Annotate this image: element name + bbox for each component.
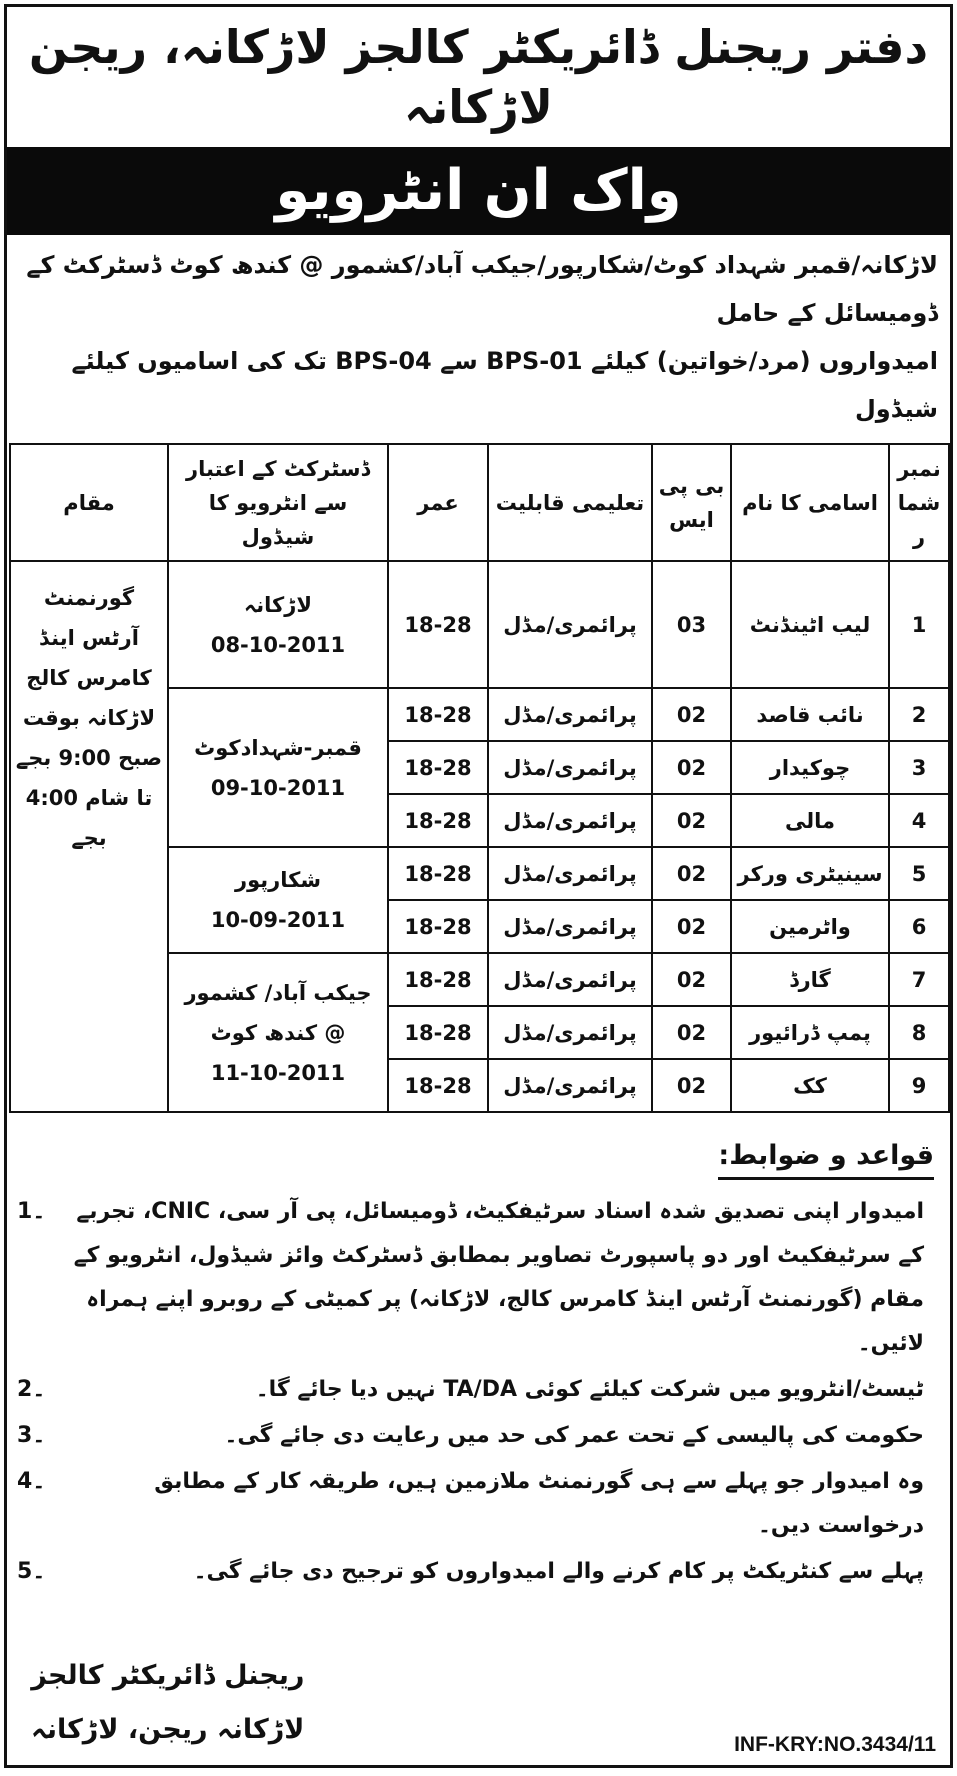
header-venue: مقام	[10, 444, 168, 561]
age-limit: 18-28	[388, 794, 488, 847]
qualification: پرائمری/مڈل	[488, 1006, 652, 1059]
intro-line-1: لاڑکانہ/قمبر شہداد کوٹ/شکارپور/جیکب آباد/کشمور @ کندھ کوٹ ڈسٹرکٹ کے ڈومیسائل کے حامل	[26, 251, 938, 327]
rules-header	[7, 1113, 950, 1186]
schedule-district: قمبر-شہدادکوٹ	[194, 735, 362, 760]
schedule-date: 08-10-2011	[210, 632, 346, 657]
row-number: 3	[889, 741, 949, 794]
row-number: 1	[889, 561, 949, 688]
schedule-date: 09-10-2011	[210, 775, 346, 800]
rule-item	[17, 1368, 934, 1412]
qualification: پرائمری/مڈل	[488, 953, 652, 1006]
signature-line-1: ریجنل ڈائریکٹر کالجز	[31, 1660, 305, 1691]
rule-text: وہ امیدوار جو پہلے سے ہی گورنمنٹ ملازمین ہیں، طریقہ کار کے مطابق درخواست دیں۔	[154, 1469, 924, 1538]
qualification: پرائمری/مڈل	[488, 794, 652, 847]
schedule-district: شکارپور	[235, 868, 321, 892]
interview-venue: گورنمنٹ آرٹس اینڈ کامرس کالج لاڑکانہ بوقت صبح 9:00 بجے تا شام 4:00 بجے	[10, 561, 168, 1112]
qualification: پرائمری/مڈل	[488, 741, 652, 794]
walk-in-interview-banner: واک ان انٹرویو	[7, 147, 950, 235]
rule-number: 5۔	[17, 1559, 46, 1584]
post-name: نائب قاصد	[731, 688, 889, 741]
age-limit: 18-28	[388, 953, 488, 1006]
interview-schedule	[168, 953, 388, 1112]
bps-grade: 02	[652, 794, 731, 847]
rule-item	[17, 1414, 934, 1458]
header-bps: بی پی ایس	[652, 444, 731, 561]
post-name: کک	[731, 1059, 889, 1112]
signature-block	[31, 1649, 304, 1757]
header-post: اسامی کا نام	[731, 444, 889, 561]
reference-number: INF-KRY:NO.3434/11	[734, 1733, 936, 1756]
table-row	[10, 561, 949, 688]
header-schedule: ڈسٹرکٹ کے اعتبار سے انٹرویو کا شیڈول	[168, 444, 388, 561]
bps-grade: 03	[652, 561, 731, 688]
interview-schedule	[168, 847, 388, 953]
bps-grade: 02	[652, 688, 731, 741]
intro-text	[7, 235, 950, 439]
rule-text: ٹیسٹ/انٹرویو میں شرکت کیلئے کوئی TA/DA نہیں دیا جائے گا۔	[255, 1377, 924, 1402]
schedule-date: 11-10-2011	[210, 1060, 346, 1085]
qualification: پرائمری/مڈل	[488, 688, 652, 741]
row-number: 8	[889, 1006, 949, 1059]
post-name: پمپ ڈرائیور	[731, 1006, 889, 1059]
age-limit: 18-28	[388, 741, 488, 794]
post-name: مالی	[731, 794, 889, 847]
age-limit: 18-28	[388, 688, 488, 741]
rule-number: 2۔	[17, 1377, 46, 1402]
positions-table	[9, 443, 950, 1113]
interview-schedule	[168, 688, 388, 847]
rules-title: قواعد و ضوابط:	[718, 1135, 934, 1180]
bps-grade: 02	[652, 900, 731, 953]
footer	[7, 1633, 950, 1765]
rule-item	[17, 1190, 934, 1366]
row-number: 7	[889, 953, 949, 1006]
bps-grade: 02	[652, 847, 731, 900]
qualification: پرائمری/مڈل	[488, 900, 652, 953]
age-limit: 18-28	[388, 1006, 488, 1059]
bps-grade: 02	[652, 953, 731, 1006]
bps-grade: 02	[652, 1059, 731, 1112]
header-number: نمبر شمار	[889, 444, 949, 561]
row-number: 4	[889, 794, 949, 847]
schedule-district: جیکب آباد/ کشمور @ کندھ کوٹ	[184, 980, 372, 1045]
table-header-row	[10, 444, 949, 561]
rule-text: پہلے سے کنٹریکٹ پر کام کرنے والے امیدواروں کو ترجیح دی جائے گی۔	[193, 1559, 924, 1584]
post-name: چوکیدار	[731, 741, 889, 794]
schedule-date: 10-09-2011	[210, 908, 346, 932]
interview-schedule	[168, 561, 388, 688]
rule-number: 4۔	[17, 1469, 46, 1494]
header-age: عمر	[388, 444, 488, 561]
post-name: سینیٹری ورکر	[731, 847, 889, 900]
rule-item	[17, 1550, 934, 1594]
age-limit: 18-28	[388, 900, 488, 953]
header-qualification: تعلیمی قابلیت	[488, 444, 652, 561]
rule-text: امیدوار اپنی تصدیق شدہ اسناد سرٹیفکیٹ، ڈومیسائل، پی آر سی، CNIC، تجربے کے سرٹیفکیٹ اور دو پاسپورٹ تصاویر بمطابق ڈسٹرکٹ وائز شیڈول، انٹرویو کے مقام (گورنمنٹ آرٹس اینڈ کامرس کالج، لاڑکانہ) پر کمیٹی کے روبرو اپنے ہمراہ لائیں۔	[73, 1199, 924, 1356]
advertisement-frame	[4, 4, 953, 1768]
signature-line-2: لاڑکانہ ریجن، لاڑکانہ	[31, 1714, 305, 1745]
rule-number: 3۔	[17, 1423, 46, 1448]
qualification: پرائمری/مڈل	[488, 561, 652, 688]
rule-item	[17, 1460, 934, 1548]
row-number: 6	[889, 900, 949, 953]
post-name: گارڈ	[731, 953, 889, 1006]
qualification: پرائمری/مڈل	[488, 847, 652, 900]
age-limit: 18-28	[388, 847, 488, 900]
row-number: 5	[889, 847, 949, 900]
rule-number: 1۔	[17, 1199, 46, 1224]
post-name: لیب اٹینڈنٹ	[731, 561, 889, 688]
rules-list	[7, 1186, 950, 1596]
row-number: 9	[889, 1059, 949, 1112]
bps-grade: 02	[652, 741, 731, 794]
qualification: پرائمری/مڈل	[488, 1059, 652, 1112]
schedule-district: لاڑکانہ	[243, 592, 312, 617]
post-name: واٹرمین	[731, 900, 889, 953]
age-limit: 18-28	[388, 561, 488, 688]
row-number: 2	[889, 688, 949, 741]
intro-line-2: امیدواروں (مرد/خواتین) کیلئے BPS-01 سے BPS-04 تک کی اسامیوں کیلئے شیڈول	[71, 347, 938, 423]
age-limit: 18-28	[388, 1059, 488, 1112]
bps-grade: 02	[652, 1006, 731, 1059]
rule-text: حکومت کی پالیسی کے تحت عمر کی حد میں رعایت دی جائے گی۔	[224, 1423, 924, 1448]
office-title: دفتر ریجنل ڈائریکٹر کالجز لاڑکانہ، ریجن لاڑکانہ	[28, 20, 929, 134]
